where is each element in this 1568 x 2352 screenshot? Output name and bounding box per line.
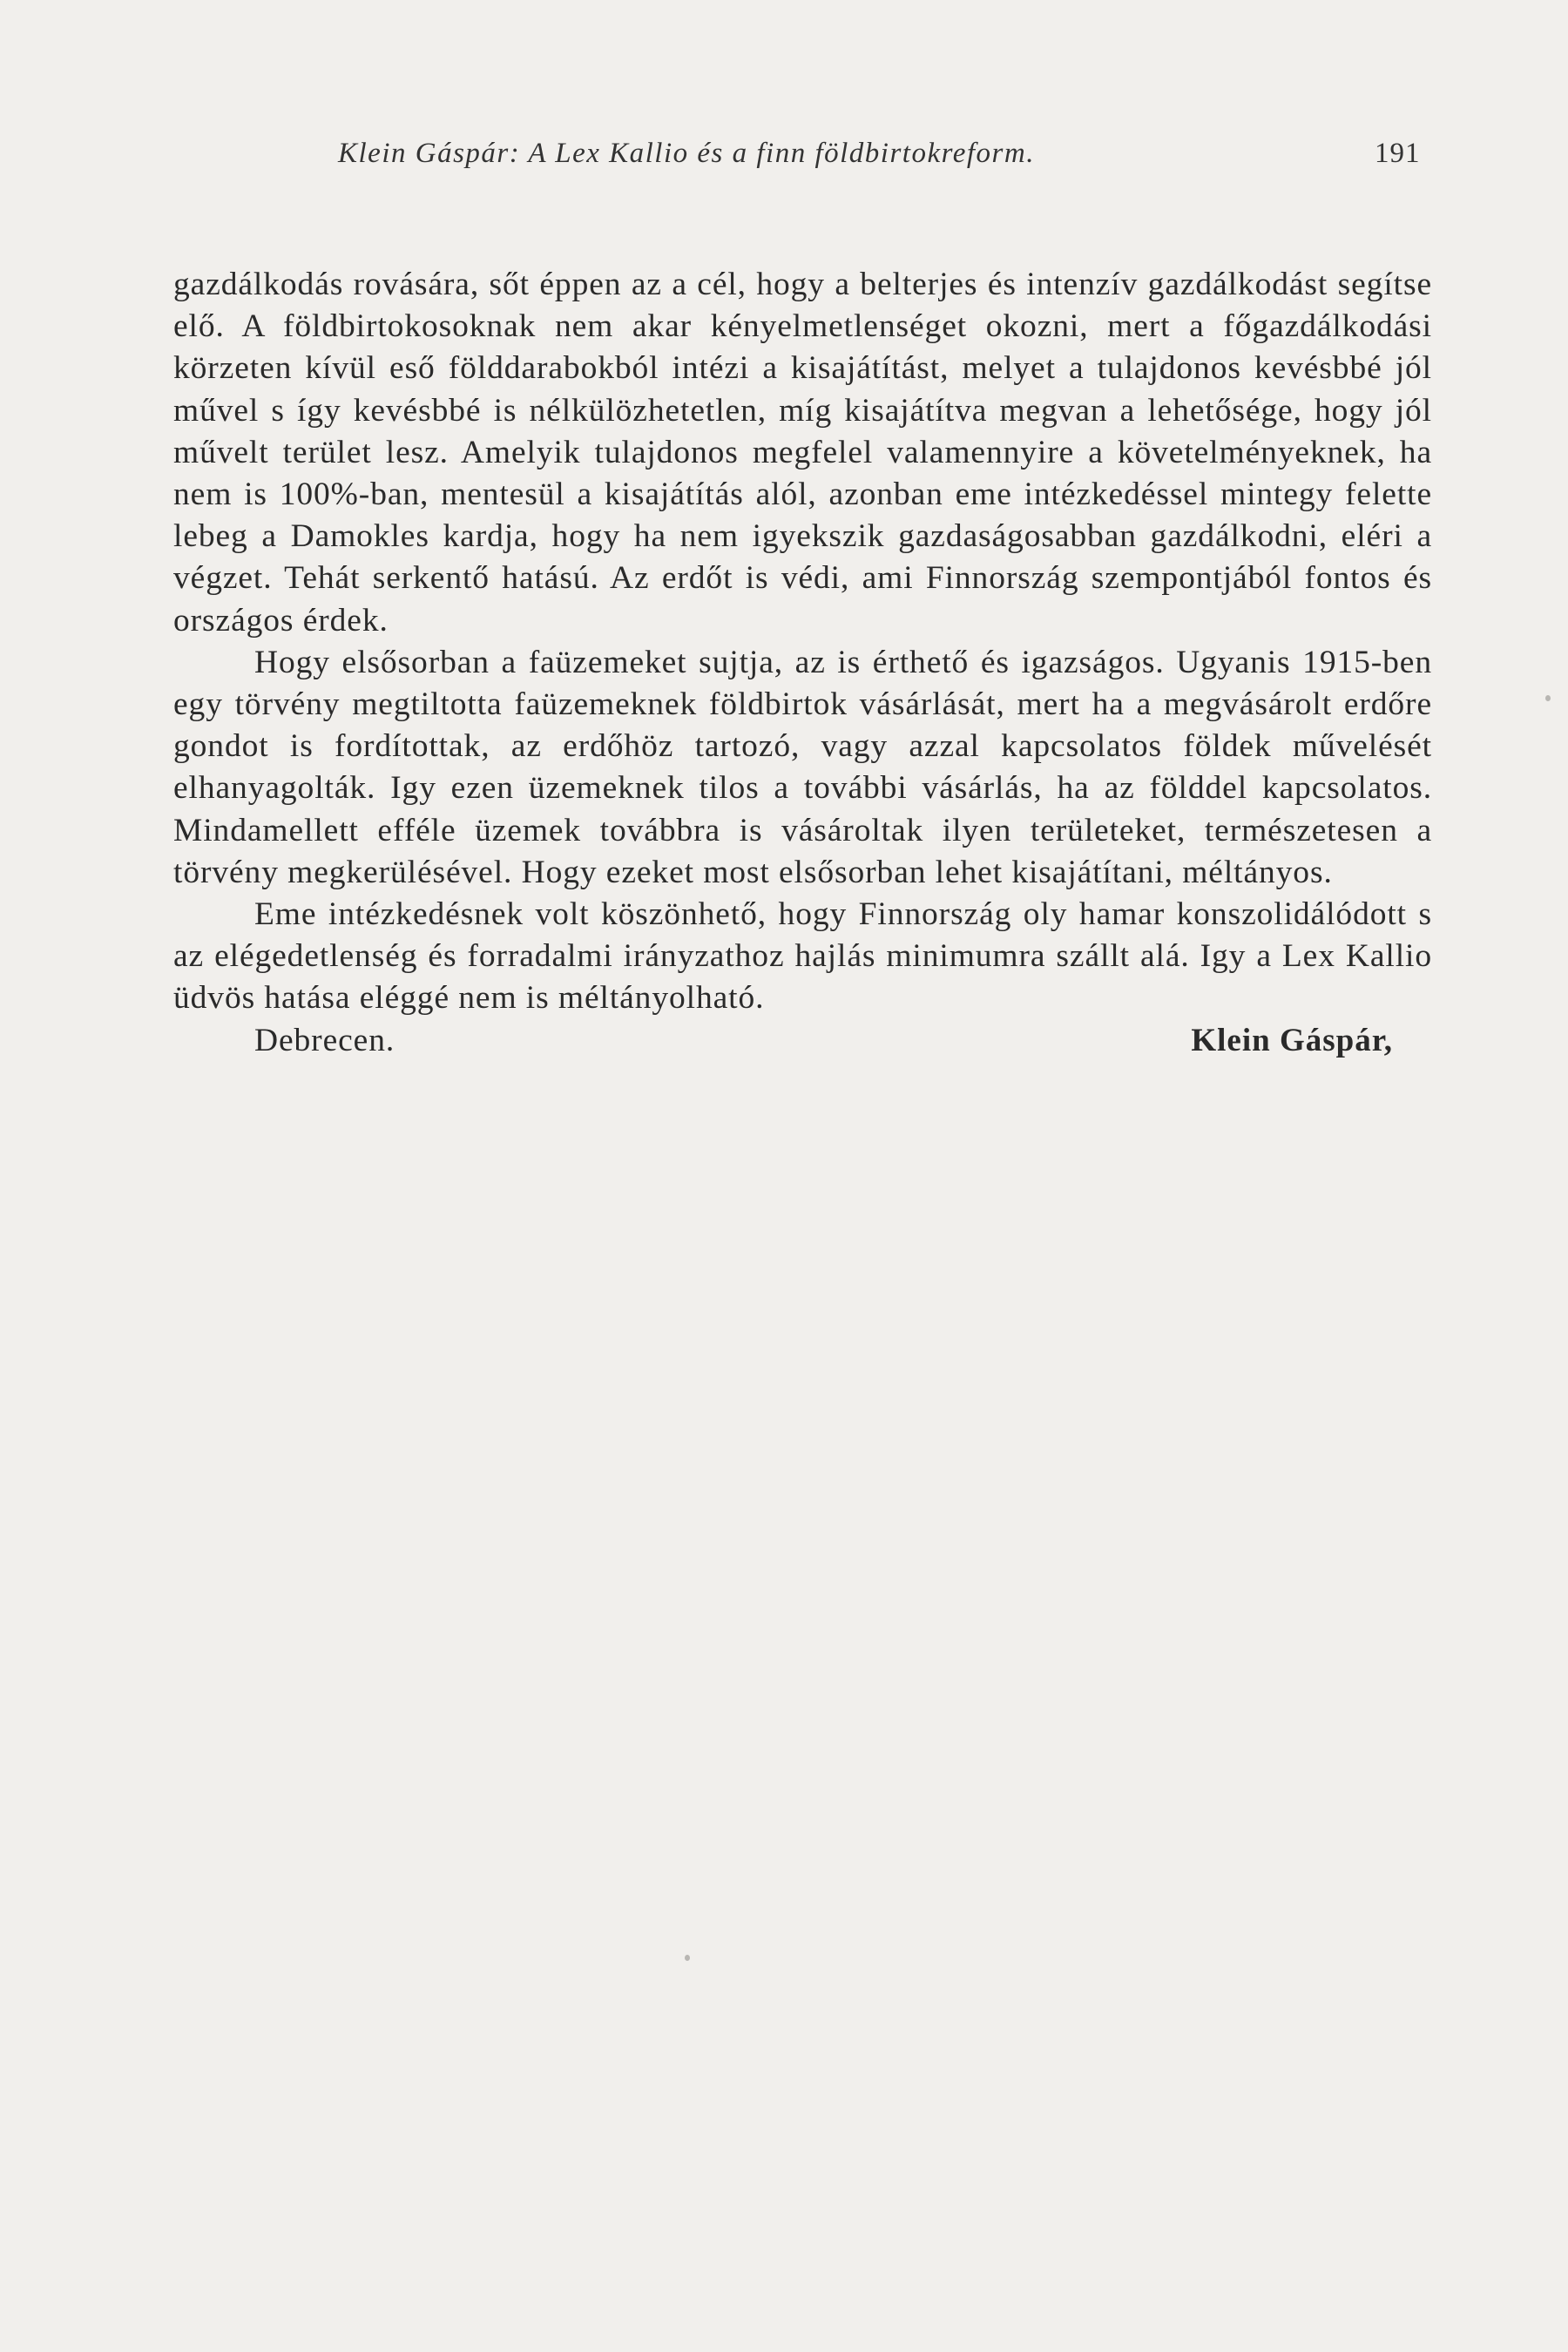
paragraph-1: gazdálkodás rovására, sőt éppen az a cél, hogy a belterjes és intenzív gazdálkodást segítse elő. A földbirtokosoknak nem akar kényelmetlenséget okozni, mert a főgazdálkodási körzeten kívül eső földdarabokból intézi a kisajátítást, melyet a tulajdonos kevésbbé jól művel s így kevésbbé is nélkülözhetetlen, míg kisajátítva megvan a lehetősége, hogy jól művelt terület lesz. Amelyik tulajdonos megfelel valamennyire a követelményeknek, ha nem is 100%-ban, mentesül a kisajátítás alól, azonban eme intézkedéssel mintegy felette lebeg a Damokles kardja, hogy ha nem igyekszik gazdaságosabban gazdálkodni, eléri a végzet. Tehát serkentő hatású. Az erdőt is védi, ami Finnország szempontjából fontos és országos érdek. [173, 267, 1432, 639]
signoff [173, 1020, 1432, 1072]
article-body [173, 264, 1432, 1072]
paper-speck [685, 1955, 690, 1961]
paper-speck [1545, 695, 1551, 701]
paragraph-3: Eme intézkedésnek volt köszönhető, hogy Finnország oly hamar konszolidálódott s az elégedetlenség és forradalmi irányzathoz hajlás minimumra szállt alá. Igy a Lex Kallio üdvös hatása eléggé nem is méltányolható. [173, 896, 1432, 1017]
paragraph-2: Hogy elsősorban a faüzemeket sujtja, az is érthető és igazságos. Ugyanis 1915-ben egy törvény megtiltotta faüzemeknek földbirtok vásárlását, mert ha a megvásárolt erdőre gondot is fordítottak, az erdőhöz tartozó, vagy azzal kapcsolatos földek művelését elhanyagolták. Igy ezen üzemeknek tilos a további vásárlás, ha az földdel kapcsolatos. Mindamellett efféle üzemek továbbra is vásároltak ilyen területeket, természetesen a törvény megkerülésével. Hogy ezeket most elsősorban lehet kisajátítani, méltányos. [173, 644, 1432, 890]
running-head: Klein Gáspár: A Lex Kallio és a finn földbirtokreform. [338, 138, 1035, 169]
author-signature: Klein Gáspár, [1191, 1022, 1393, 1058]
page-number: 191 [1375, 138, 1421, 169]
place-line: Debrecen. [254, 1022, 395, 1058]
